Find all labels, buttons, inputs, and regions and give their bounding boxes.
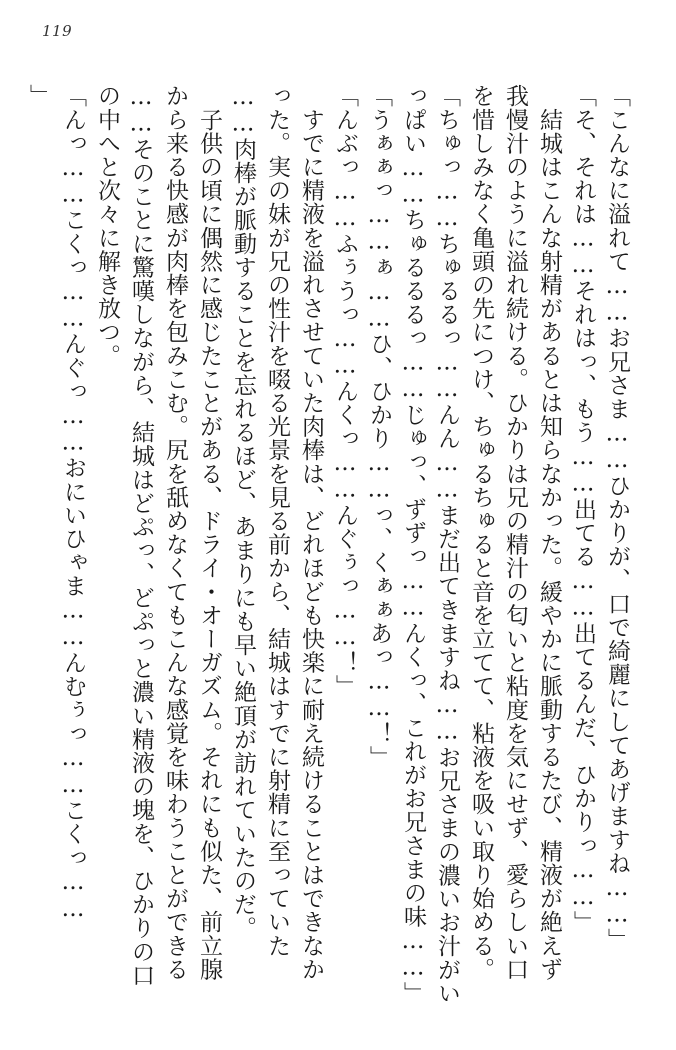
text-column: から来る快感が肉棒を包みこむ。尻を舐めなくてもこんな感覚を味わうことができる — [162, 84, 188, 981]
text-column: 我慢汁のように溢れ続ける。ひかりは兄の精汁の匂いと粘度を気にせず、愛らしい口 — [502, 84, 528, 981]
text-column: を惜しみなく亀頭の先につけ、ちゅるちゅると音を立てて、粘液を吸い取り始める。 — [468, 84, 494, 981]
text-column: 「んっ……こくっ……んぐっ……おにいひゃま……んむぅっ……こくっ…… — [60, 84, 86, 923]
text-column: っぱい……ちゅるるるっ……じゅっ、ずずっ……んくっ、これがお兄さまの味……」 — [400, 84, 426, 1005]
text-column: 」 — [26, 84, 52, 108]
page-number: 119 — [42, 22, 73, 40]
vertical-text-body — [24, 84, 632, 1024]
text-column: 「そ、それは……それはっ、もう……出てる……出てるんだ、ひかりっ……」 — [570, 84, 596, 934]
text-column: った。実の妹が兄の性汁を啜る光景を見る前から、結城はすでに射精に至っていた — [264, 84, 290, 958]
text-column: 「こんなに溢れて……お兄さま……ひかりが、口で綺麗にしてあげますね……」 — [604, 84, 630, 952]
text-column: 「んぶっ……ふぅうっ……んくっ……んぐぅっ……！」 — [332, 84, 358, 698]
text-column: ……肉棒が脈動することを忘れるほど、あまりにも早い絶頂が訪れていたのだ。 — [230, 84, 256, 940]
text-column: 「うぁぁっ……ぁ……ひ、ひかり……っ、くぁぁあっ……！」 — [366, 84, 392, 769]
text-column: 結城はこんな射精があるとは知らなかった。緩やかに脈動するたび、精液が絶えず — [536, 84, 562, 981]
text-column: の中へと次々に解き放つ。 — [94, 84, 120, 368]
text-column: ……そのことに驚嘆しながら、結城はどぷっ、どぷっと濃い精液の塊を、ひかりの口 — [128, 84, 154, 987]
text-column: すでに精液を溢れさせていた肉棒は、どれほども快楽に耐え続けることはできなか — [298, 84, 324, 981]
text-column: 子供の頃に偶然に感じたことがある、ドライ・オーガズム。それにも似た、前立腺 — [196, 84, 222, 981]
text-column: 「ちゅっ……ちゅるるっ……んん……まだ出てきますね……お兄さまの濃いお汁がい — [434, 84, 460, 1005]
